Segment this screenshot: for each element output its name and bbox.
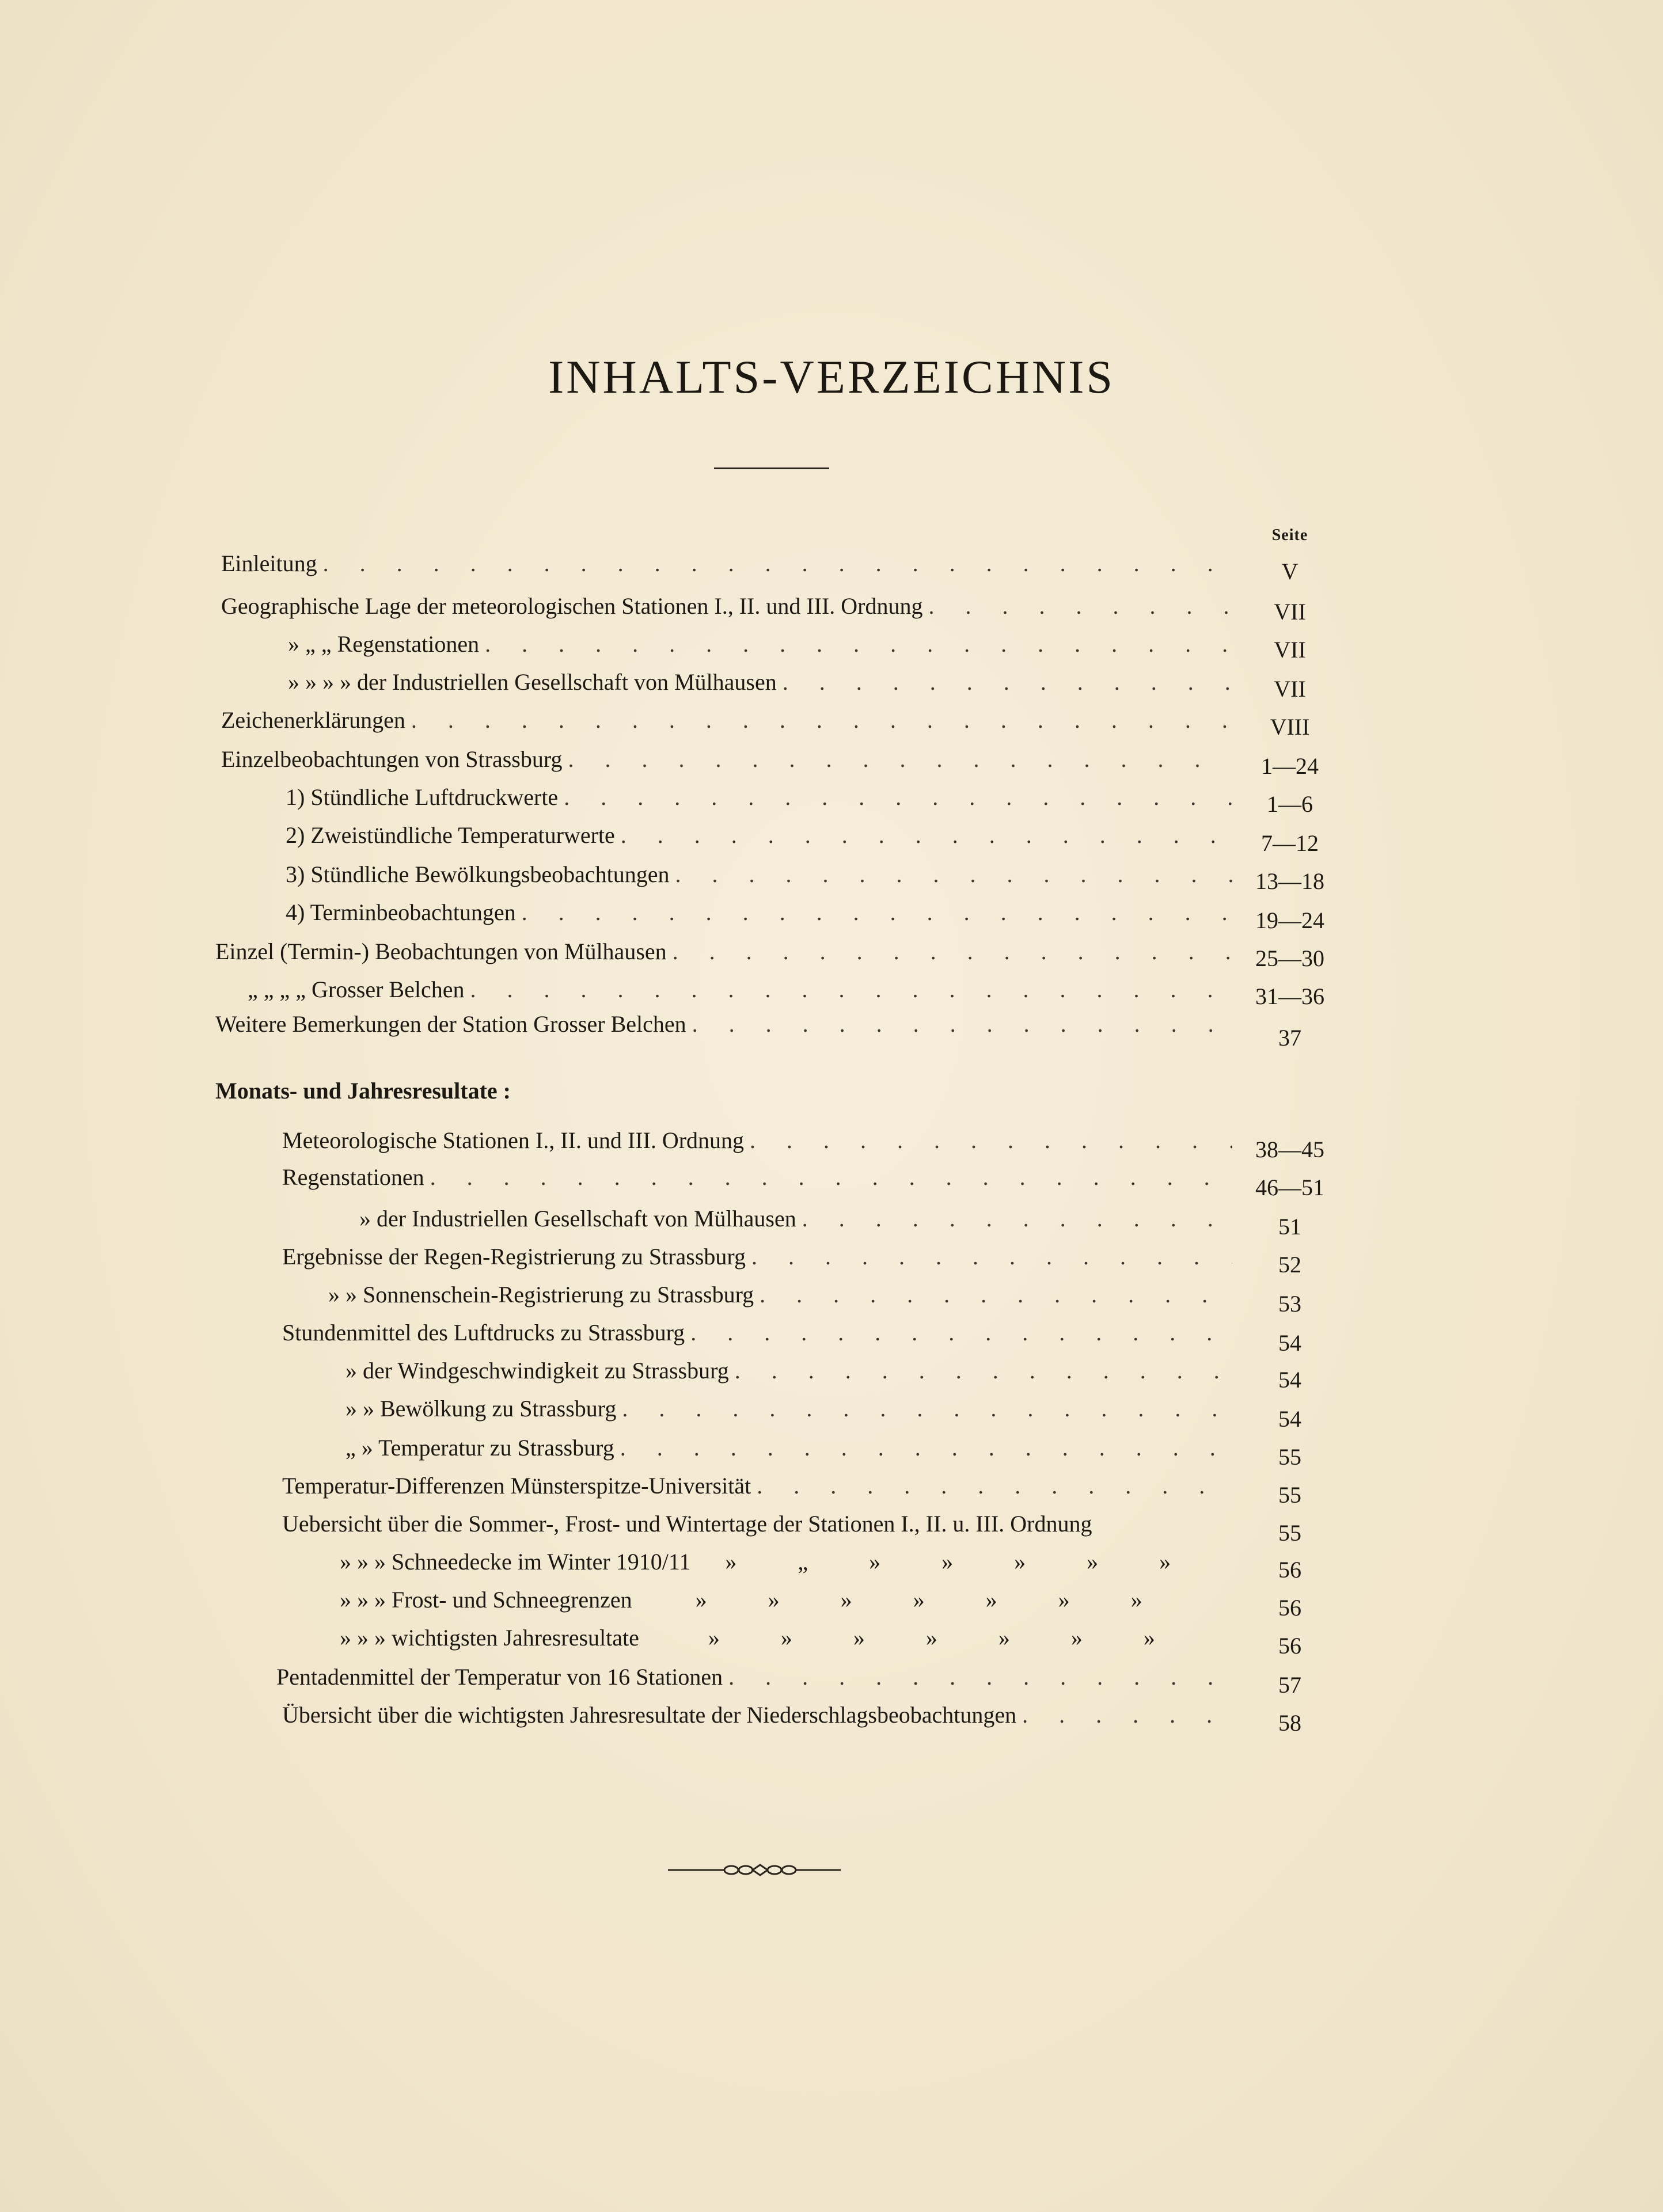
toc-entry-label: Einzelbeobachtungen von Strassburg xyxy=(221,746,563,772)
toc-entry-label: » „ „ Regenstationen xyxy=(288,631,480,657)
toc-entry-label: Uebersicht über die Sommer-, Frost- und Wintertage der Stationen I., II. u. III. Ordnung xyxy=(282,1511,1092,1537)
toc-entry-label: Ergebnisse der Regen-Registrierung zu Strassburg xyxy=(282,1244,746,1270)
toc-entry-page: 55 xyxy=(1278,1520,1301,1546)
toc-entry xyxy=(282,1467,1238,1505)
toc-entry-label: 4) Terminbeobachtungen xyxy=(286,899,516,925)
toc-entry-page: 56 xyxy=(1278,1557,1301,1583)
toc-entry-label: „ » Temperatur zu Strassburg xyxy=(345,1435,614,1461)
toc-entry-label: 1) Stündliche Luftdruckwerte xyxy=(286,784,559,810)
toc-entry-page: 7—12 xyxy=(1261,830,1319,856)
toc-entry xyxy=(282,1122,1238,1160)
toc-entry xyxy=(282,1314,1238,1352)
ditto-marks: » » » » » » » xyxy=(708,1625,1183,1651)
toc-entry-label: 3) Stündliche Bewölkungsbeobachtungen xyxy=(286,861,670,887)
toc-entry-page: 1—6 xyxy=(1267,791,1313,817)
toc-entry-page: 46—51 xyxy=(1255,1175,1324,1200)
ornament-loop xyxy=(724,1866,738,1874)
toc-entry xyxy=(286,778,1238,816)
ornament-loop xyxy=(782,1866,796,1874)
toc-entry xyxy=(288,663,1238,701)
toc-entry-page: V xyxy=(1281,558,1298,584)
toc-entry-label: Temperatur-Differenzen Münsterspitze-Universität xyxy=(282,1473,751,1499)
toc-entry xyxy=(221,701,1238,739)
toc-entry xyxy=(345,1390,1238,1428)
toc-entry-label: » » Bewölkung zu Strassburg xyxy=(345,1396,617,1422)
page-column-header: Seite xyxy=(1271,526,1308,544)
toc-entry-label: Regenstationen xyxy=(282,1164,424,1190)
toc-entry xyxy=(345,1352,1238,1390)
toc-entry-page: 53 xyxy=(1278,1291,1301,1317)
toc-entry-page: 57 xyxy=(1278,1672,1301,1698)
toc-entry-page: VIII xyxy=(1270,714,1310,740)
toc-entry-label: Übersicht über die wichtigsten Jahresresultate der Niederschlagsbeobachtungen xyxy=(282,1702,1017,1728)
toc-entry-label: Pentadenmittel der Temperatur von 16 Stationen xyxy=(276,1664,723,1690)
toc-entry-page: VII xyxy=(1274,599,1306,625)
toc-entry-page: 54 xyxy=(1278,1330,1301,1356)
toc-entry-label: » der Windgeschwindigkeit zu Strassburg xyxy=(345,1358,729,1384)
toc-entry-label: 2) Zweistündliche Temperaturwerte xyxy=(286,822,615,848)
toc-entry-page: VII xyxy=(1274,676,1306,702)
toc-entry xyxy=(340,1619,1238,1657)
toc-entry-page: 54 xyxy=(1278,1406,1301,1432)
toc-entry-label: » » » wichtigsten Jahresresultate xyxy=(340,1625,639,1651)
ornament-loop xyxy=(739,1866,753,1874)
toc-entry-page: 51 xyxy=(1278,1214,1301,1240)
toc-entry xyxy=(340,1581,1238,1619)
toc-entry-page: 55 xyxy=(1278,1444,1301,1470)
toc-entry xyxy=(276,1658,1238,1696)
toc-entry-page: 19—24 xyxy=(1255,907,1324,933)
toc-entry-page: 13—18 xyxy=(1255,868,1324,894)
ditto-marks: » » » » » » » xyxy=(695,1587,1170,1613)
toc-entry xyxy=(221,740,1238,778)
toc-entry xyxy=(286,816,1238,854)
toc-entry-label: » » » Schneedecke im Winter 1910/11 xyxy=(340,1549,691,1575)
toc-entry-label: Zeichenerklärungen xyxy=(221,707,405,733)
toc-entry-page: 54 xyxy=(1278,1367,1301,1393)
toc-entry xyxy=(340,1543,1238,1581)
toc-entry-label: » der Industriellen Gesellschaft von Mülhausen xyxy=(359,1206,796,1232)
toc-entry-label: Einleitung xyxy=(221,550,317,576)
toc-entry-page: 52 xyxy=(1278,1252,1301,1278)
toc-entry-page: VII xyxy=(1274,637,1306,663)
section-heading: Monats- und Jahresresultate : xyxy=(215,1078,511,1104)
toc-entry xyxy=(282,1158,1238,1196)
toc-entry-page: 25—30 xyxy=(1255,945,1324,971)
toc-entry xyxy=(215,1005,1238,1043)
page-title: INHALTS-VERZEICHNIS xyxy=(548,351,1115,403)
toc-entry xyxy=(286,856,1238,894)
toc-entry xyxy=(248,971,1238,1009)
toc-entry-label: Einzel (Termin-) Beobachtungen von Mülhausen xyxy=(215,938,667,964)
end-ornament xyxy=(668,1858,841,1882)
toc-entry-page: 58 xyxy=(1278,1710,1301,1736)
toc-entry xyxy=(282,1505,1238,1543)
toc-entry-label: Weitere Bemerkungen der Station Grosser Belchen xyxy=(215,1011,686,1037)
toc-entry xyxy=(221,587,1238,625)
toc-entry xyxy=(359,1200,1238,1238)
toc-entry-label: » » » » der Industriellen Gesellschaft von Mülhausen xyxy=(288,669,777,695)
toc-entry-page: 56 xyxy=(1278,1633,1301,1659)
toc-entry xyxy=(221,545,1238,583)
toc-entry-page: 55 xyxy=(1278,1482,1301,1508)
toc-entry xyxy=(328,1276,1238,1314)
toc-entry-label: Meteorologische Stationen I., II. und III. Ordnung xyxy=(282,1127,745,1153)
toc-entry xyxy=(345,1429,1238,1467)
toc-entry xyxy=(282,1696,1238,1734)
toc-entry-page: 38—45 xyxy=(1255,1137,1324,1162)
ornament-loop xyxy=(768,1866,781,1874)
toc-entry-page: 56 xyxy=(1278,1595,1301,1621)
ditto-marks: » „ » » » » » xyxy=(725,1549,1199,1575)
toc-entry-label: » » Sonnenschein-Registrierung zu Strassburg xyxy=(328,1282,754,1308)
toc-entry xyxy=(286,894,1238,932)
toc-entry xyxy=(282,1238,1238,1276)
ornament-diamond xyxy=(753,1865,768,1875)
toc-entry-page: 31—36 xyxy=(1255,983,1324,1009)
toc-entry-label: Geographische Lage der meteorologischen Stationen I., II. und III. Ordnung xyxy=(221,593,923,619)
toc-entry-page: 37 xyxy=(1278,1025,1301,1051)
toc-entry xyxy=(288,625,1238,663)
toc-entry-page: 1—24 xyxy=(1261,753,1319,779)
toc-entry-label: Stundenmittel des Luftdrucks zu Strassburg xyxy=(282,1320,685,1346)
toc-entry-label: » » » Frost- und Schneegrenzen xyxy=(340,1587,632,1613)
toc-entry-label: „ „ „ „ Grosser Belchen xyxy=(248,976,465,1002)
toc-entry xyxy=(215,933,1238,971)
